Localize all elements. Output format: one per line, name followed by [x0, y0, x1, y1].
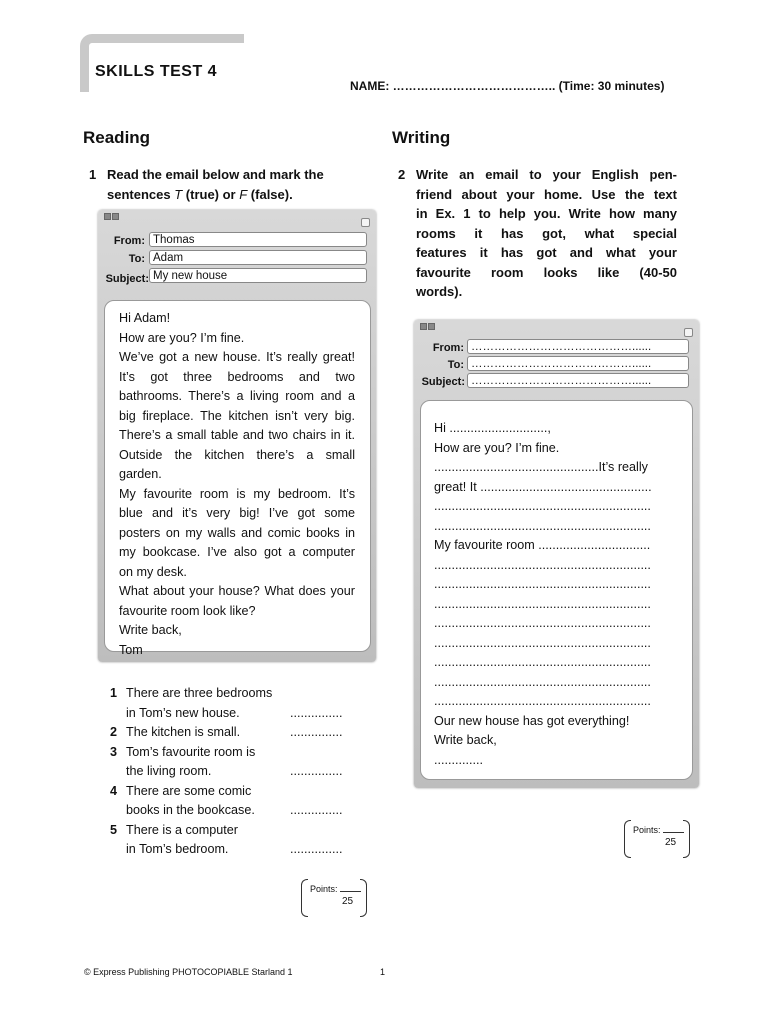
question-text: the living room.: [126, 764, 212, 778]
from-field[interactable]: ……………………………………......: [467, 339, 689, 354]
reading-heading: Reading: [83, 128, 151, 147]
reading-instruction-number: 1: [89, 167, 97, 182]
email-line: Hi ............................,: [434, 421, 551, 435]
email-line: posters on my walls and comic books in: [119, 525, 355, 540]
question-text: Tom’s favourite room is: [126, 744, 256, 759]
email-line: ..............................................................: [434, 557, 651, 572]
window-close-icon: [684, 328, 693, 337]
email-line: ...............................................It’s really: [434, 460, 648, 474]
writing-instruction-number: 2: [398, 167, 406, 182]
points-max: 25: [665, 837, 677, 848]
name-time-line: NAME: ………………………………….. (Time: 30 minutes): [350, 79, 665, 93]
points-score-blank[interactable]: [663, 832, 684, 833]
email-line: How are you? I’m fine.: [119, 330, 245, 345]
points-max: 25: [342, 896, 354, 907]
writing-instruction-line: Write an email to your English pen-: [416, 167, 677, 182]
email-line: ..............................................................: [434, 655, 651, 669]
bracket-left: [624, 820, 631, 858]
reading-email-body: [104, 300, 371, 657]
question-text: There are some comic: [126, 783, 252, 798]
reading-instruction-line: sentences T (true) or F (false).: [107, 186, 293, 202]
question-text: There are three bedrooms: [126, 686, 273, 700]
email-line: favourite room look like?: [119, 603, 256, 618]
question-number: 5: [110, 822, 118, 837]
question-text: The kitchen is small.: [126, 725, 241, 739]
writing-instruction-line: words).: [416, 284, 463, 299]
email-line: What about your house? What does your: [119, 584, 355, 598]
email-line: Write back,: [434, 733, 497, 747]
email-line: There’s a small table and two chairs in it.: [119, 428, 355, 442]
subject-label: Subject:: [421, 376, 465, 388]
to-field[interactable]: ……………………………………......: [467, 356, 689, 371]
reading-email-text: [119, 309, 355, 660]
question-text: There is a computer: [126, 822, 238, 837]
email-line: bathrooms. There’s a living room and a: [119, 389, 355, 403]
window-close-icon: [361, 218, 370, 227]
reading-instruction-line: Read the email below and mark the: [107, 167, 324, 182]
points-label: Points:: [633, 825, 661, 835]
email-line: ..............................................................: [434, 577, 651, 591]
email-line: Our new house has got everything!: [434, 713, 630, 728]
email-line: It’s got three bedrooms and two: [119, 369, 355, 384]
subject-field[interactable]: ……………………………………......: [467, 373, 689, 388]
bracket-right: [360, 879, 367, 917]
writing-email-body[interactable]: [420, 400, 693, 780]
email-line: ..............................................................: [434, 518, 651, 533]
question-number: 2: [110, 725, 118, 739]
bracket-left: [301, 879, 308, 917]
subject-field: My new house: [149, 268, 367, 283]
writing-instruction-line: rooms it has got, what special: [416, 225, 677, 241]
question-number: 1: [110, 686, 118, 700]
from-field: Thomas: [149, 232, 367, 247]
page-title: SKILLS TEST 4: [95, 63, 218, 80]
subject-label: Subject:: [105, 273, 149, 285]
answer-blank[interactable]: ...............: [290, 725, 343, 739]
email-line: We’ve got a new house. It’s really great!: [119, 350, 355, 364]
writing-email-text: [434, 419, 662, 770]
points-label: Points:: [310, 884, 338, 894]
writing-email-window: [414, 320, 699, 788]
email-line: My favourite room is my bedroom. It’s: [119, 486, 355, 501]
reading-email-window: [98, 210, 376, 662]
bracket-right: [683, 820, 690, 858]
email-line: ..............................................................: [434, 694, 651, 708]
question-number: 4: [110, 783, 118, 798]
reading-instruction: [89, 165, 361, 204]
question-number: 3: [110, 744, 118, 759]
writing-instruction-line: friend about your home. Use the text: [416, 186, 677, 202]
window-control-icon: [104, 213, 111, 220]
points-score-blank[interactable]: [340, 891, 361, 892]
writing-instruction-line: features it has got and what your: [416, 245, 677, 260]
writing-points-box: [624, 820, 690, 858]
email-line: ..............................................................: [434, 635, 651, 650]
email-line: big fireplace. The kitchen isn’t very big.: [119, 408, 355, 423]
answer-blank[interactable]: ...............: [290, 842, 343, 856]
email-line: my bookcase. I’ve also got a computer: [119, 545, 355, 559]
to-field: Adam: [149, 250, 367, 265]
email-line: My favourite room ................................: [434, 538, 651, 552]
email-line: Write back,: [119, 623, 182, 637]
footer-copyright: © Express Publishing PHOTOCOPIABLE Starland 1: [84, 967, 293, 977]
email-line: Hi Adam!: [119, 311, 171, 325]
reading-points-box: [301, 879, 367, 917]
window-control-icon: [112, 213, 119, 220]
answer-blank[interactable]: ...............: [290, 764, 343, 778]
writing-heading: Writing: [392, 128, 451, 147]
writing-instruction-line: in Ex. 1 to help you. Write how many: [416, 206, 677, 221]
email-line: on my desk.: [119, 564, 187, 579]
reading-questions: [110, 684, 360, 864]
question-text: in Tom’s bedroom.: [126, 842, 229, 856]
email-line: How are you? I’m fine.: [434, 440, 560, 455]
email-line: ..............................................................: [434, 674, 651, 689]
writing-instruction-line: favourite room looks like (40-50: [416, 264, 677, 280]
email-line: Outside the kitchen there’s a small garden.: [119, 447, 355, 481]
writing-instruction: [398, 165, 677, 302]
page-number: 1: [380, 967, 386, 977]
email-line: blue and it’s very big! I’ve got some: [119, 506, 355, 520]
email-line: ..............................................................: [434, 499, 651, 513]
answer-blank[interactable]: ...............: [290, 705, 343, 720]
answer-blank[interactable]: ...............: [290, 803, 343, 817]
email-line: ..............................................................: [434, 596, 651, 611]
from-label: From:: [113, 235, 145, 247]
question-text: books in the bookcase.: [126, 803, 255, 817]
question-text: in Tom’s new house.: [126, 705, 240, 720]
to-label: To:: [447, 359, 464, 371]
email-line: great! It .................................................: [434, 479, 652, 494]
window-control-icon: [420, 323, 427, 330]
email-line: ..............................................................: [434, 616, 651, 630]
email-line: ..............: [434, 752, 483, 767]
from-label: From:: [432, 342, 464, 354]
window-control-icon: [428, 323, 435, 330]
email-line: Tom: [119, 642, 143, 657]
to-label: To:: [128, 253, 145, 265]
